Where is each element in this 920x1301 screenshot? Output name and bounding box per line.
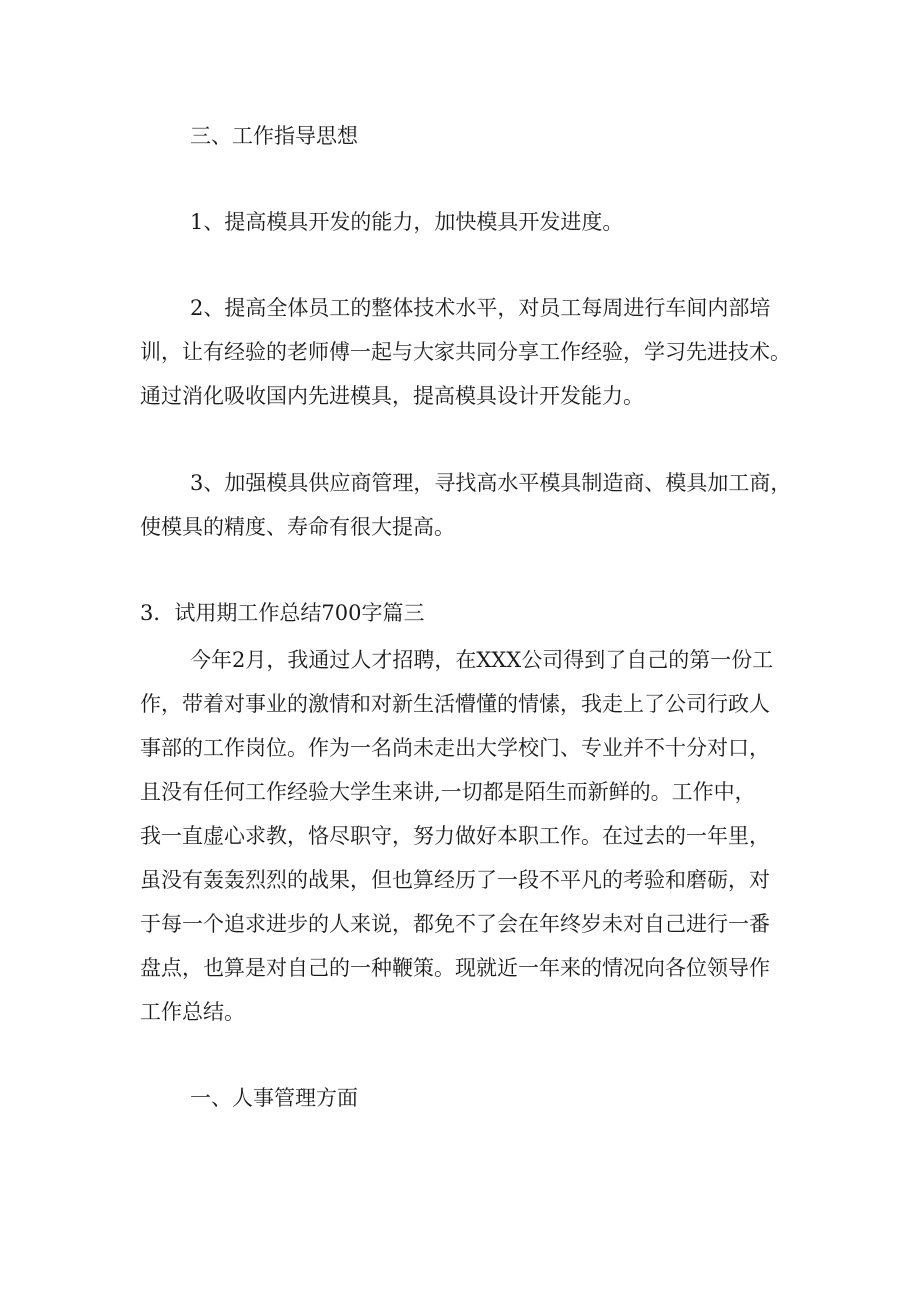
list-item-3-line-2: 使模具的精度、寿命有很大提高。 <box>140 515 455 539</box>
list-item-2-line-3: 通过消化吸收国内先进模具，提高模具设计开发能力。 <box>140 384 644 408</box>
paragraph-line-3: 事部的工作岗位。作为一名尚未走出大学校门、专业并不十分对口， <box>140 736 770 760</box>
paragraph-line-6: 虽没有轰轰烈烈的战果，但也算经历了一段不平凡的考验和磨砺，对 <box>140 868 770 892</box>
list-item-3-line-1: 3、加强模具供应商管理，寻找高水平模具制造商、模具加工商， <box>190 471 792 495</box>
paragraph-line-1: 今年2月，我通过人才招聘，在XXX公司得到了自己的第一份工 <box>190 648 774 672</box>
paragraph-line-7: 于每一个追求进步的人来说，都免不了会在年终岁未对自己进行一番 <box>140 912 770 936</box>
paragraph-line-5: 我一直虚心求教，恪尽职守，努力做好本职工作。在过去的一年里， <box>140 824 770 848</box>
section-heading-personnel: 一、人事管理方面 <box>190 1086 358 1110</box>
paragraph-line-2: 作，带着对事业的激情和对新生活懵懂的情愫，我走上了公司行政人 <box>140 692 770 716</box>
paragraph-line-4: 且没有任何工作经验大学生来讲,一切都是陌生而新鲜的。工作中， <box>140 780 756 804</box>
section-heading-guiding: 三、工作指导思想 <box>190 124 358 148</box>
paragraph-line-9: 工作总结。 <box>140 1000 245 1024</box>
list-item-2-line-1: 2、提高全体员工的整体技术水平，对员工每周进行车间内部培 <box>190 296 771 320</box>
paragraph-line-8: 盘点，也算是对自己的一种鞭策。现就近一年来的情况向各位领导作 <box>140 956 770 980</box>
section-title: 3．试用期工作总结700字篇三 <box>140 601 425 625</box>
list-item-2-line-2: 训，让有经验的老师傅一起与大家共同分享工作经验，学习先进技术。 <box>140 340 791 364</box>
list-item-1: 1、提高模具开发的能力，加快模具开发进度。 <box>190 210 624 234</box>
